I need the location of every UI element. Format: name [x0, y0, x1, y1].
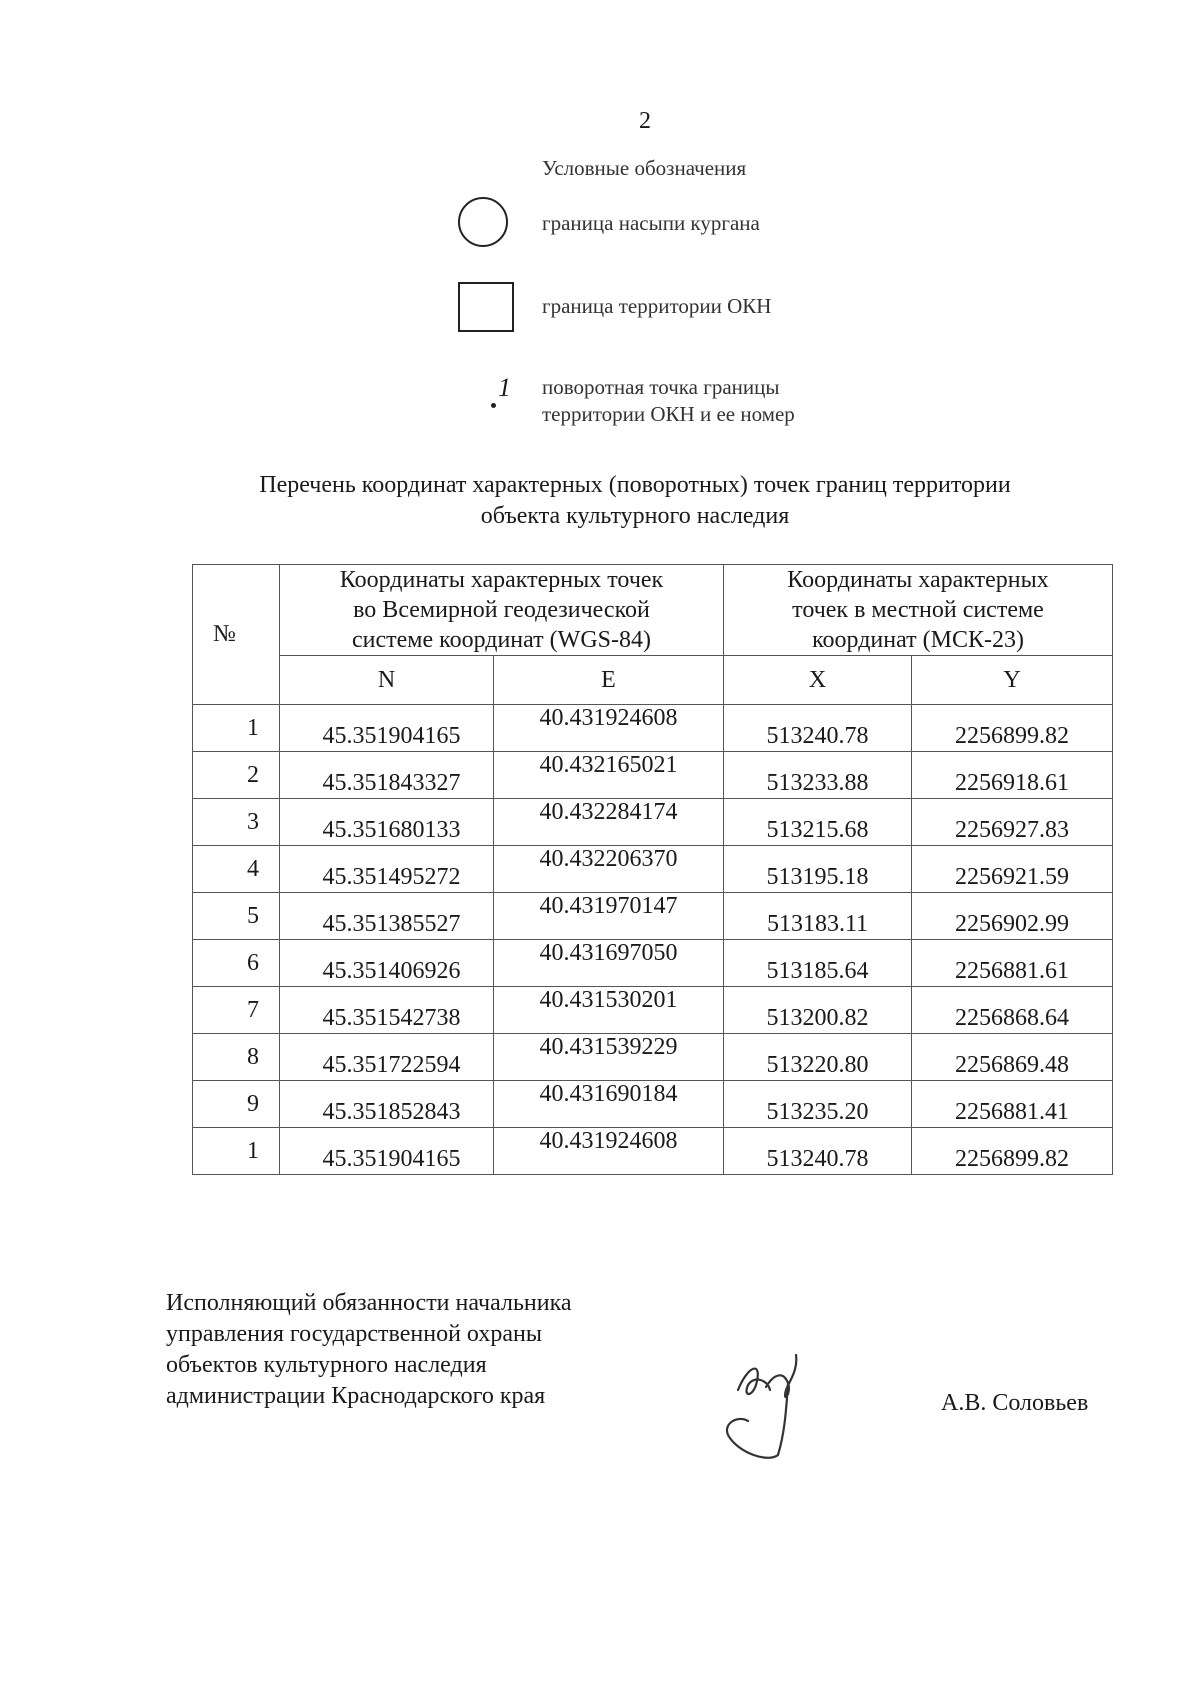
table-row [193, 846, 1113, 893]
cell-y: 2256918.61 [912, 752, 1113, 799]
cell-num: 6 [193, 940, 280, 987]
header-e: E [494, 656, 724, 705]
cell-num: 4 [193, 846, 280, 893]
header-line: системе координат (WGS-84) [352, 627, 651, 653]
legend-label-mound: граница насыпи кургана [542, 211, 760, 235]
cell-y: 2256921.59 [912, 846, 1113, 893]
cell-y: 2256899.82 [912, 1128, 1113, 1175]
table-row [193, 987, 1113, 1034]
header-wgs84 [280, 565, 724, 656]
header-line: точек в местной системе [792, 597, 1044, 623]
header-line: координат (МСК-23) [812, 627, 1024, 653]
header-line: Координаты характерных точек [339, 567, 664, 593]
point-dot [491, 403, 496, 408]
legend-title: Условные обозначения [542, 156, 747, 180]
cell-e: 40.432206370 [494, 846, 724, 893]
cell-n: 45.351904165 [280, 705, 494, 752]
cell-y: 2256881.61 [912, 940, 1113, 987]
cell-y: 2256881.41 [912, 1081, 1113, 1128]
cell-e: 40.432165021 [494, 752, 724, 799]
table-row [193, 705, 1113, 752]
cell-x: 513233.88 [724, 752, 912, 799]
legend-label-line: поворотная точка границы [542, 375, 780, 399]
cell-y: 2256902.99 [912, 893, 1113, 940]
cell-num: 2 [193, 752, 280, 799]
table-row [193, 893, 1113, 940]
cell-n: 45.351385527 [280, 893, 494, 940]
header-n: N [280, 656, 494, 705]
legend-label-line: территории ОКН и ее номер [542, 402, 795, 426]
cell-n: 45.351852843 [280, 1081, 494, 1128]
turn-point-icon [490, 375, 520, 415]
signature-position-line: объектов культурного наследия [166, 1352, 487, 1378]
cell-e: 40.431539229 [494, 1034, 724, 1081]
handwritten-signature [708, 1335, 838, 1465]
cell-x: 513240.78 [724, 1128, 912, 1175]
signature-position-line: Исполняющий обязанности начальника [166, 1290, 572, 1316]
cell-y: 2256927.83 [912, 799, 1113, 846]
cell-e: 40.431924608 [494, 705, 724, 752]
coordinates-table-body [193, 705, 1113, 1175]
header-line: Координаты характерных [787, 567, 1049, 593]
signature-position-line: администрации Краснодарского края [166, 1383, 546, 1409]
cell-num: 8 [193, 1034, 280, 1081]
cell-num: 5 [193, 893, 280, 940]
cell-y: 2256868.64 [912, 987, 1113, 1034]
cell-x: 513185.64 [724, 940, 912, 987]
table-row [193, 940, 1113, 987]
header-x: X [724, 656, 912, 705]
cell-num: 1 [193, 705, 280, 752]
legend-label-territory: граница территории ОКН [542, 294, 772, 318]
header-y: Y [912, 656, 1113, 705]
circle-icon [458, 197, 508, 247]
cell-n: 45.351406926 [280, 940, 494, 987]
list-title-line: Перечень координат характерных (поворотных) точек границ территории [259, 472, 1011, 498]
header-msk23 [724, 565, 1113, 656]
cell-n: 45.351680133 [280, 799, 494, 846]
legend-label-turn-point [542, 374, 795, 428]
cell-x: 513200.82 [724, 987, 912, 1034]
table-row [193, 752, 1113, 799]
cell-num: 1 [193, 1128, 280, 1175]
point-number: 1 [498, 373, 511, 402]
square-icon [458, 282, 514, 332]
header-number: № [193, 565, 280, 705]
cell-e: 40.431697050 [494, 940, 724, 987]
cell-e: 40.431530201 [494, 987, 724, 1034]
cell-e: 40.431924608 [494, 1128, 724, 1175]
cell-n: 45.351904165 [280, 1128, 494, 1175]
cell-e: 40.431970147 [494, 893, 724, 940]
cell-x: 513195.18 [724, 846, 912, 893]
signature-position [166, 1288, 572, 1412]
cell-num: 9 [193, 1081, 280, 1128]
table-row [193, 1128, 1113, 1175]
list-title [170, 470, 1100, 532]
cell-e: 40.432284174 [494, 799, 724, 846]
cell-x: 513235.20 [724, 1081, 912, 1128]
signature-position-line: управления государственной охраны [166, 1321, 542, 1347]
cell-num: 7 [193, 987, 280, 1034]
cell-e: 40.431690184 [494, 1081, 724, 1128]
cell-n: 45.351722594 [280, 1034, 494, 1081]
page-number: 2 [639, 108, 651, 134]
cell-y: 2256869.48 [912, 1034, 1113, 1081]
header-line: во Всемирной геодезической [353, 597, 650, 623]
list-title-line: объекта культурного наследия [480, 503, 790, 529]
cell-num: 3 [193, 799, 280, 846]
cell-x: 513240.78 [724, 705, 912, 752]
coordinates-table [192, 564, 1113, 1175]
cell-n: 45.351542738 [280, 987, 494, 1034]
cell-y: 2256899.82 [912, 705, 1113, 752]
table-row [193, 1081, 1113, 1128]
signer-name: А.В. Соловьев [941, 1390, 1089, 1416]
table-row [193, 799, 1113, 846]
cell-x: 513220.80 [724, 1034, 912, 1081]
cell-n: 45.351495272 [280, 846, 494, 893]
cell-n: 45.351843327 [280, 752, 494, 799]
table-row [193, 1034, 1113, 1081]
cell-x: 513183.11 [724, 893, 912, 940]
cell-x: 513215.68 [724, 799, 912, 846]
